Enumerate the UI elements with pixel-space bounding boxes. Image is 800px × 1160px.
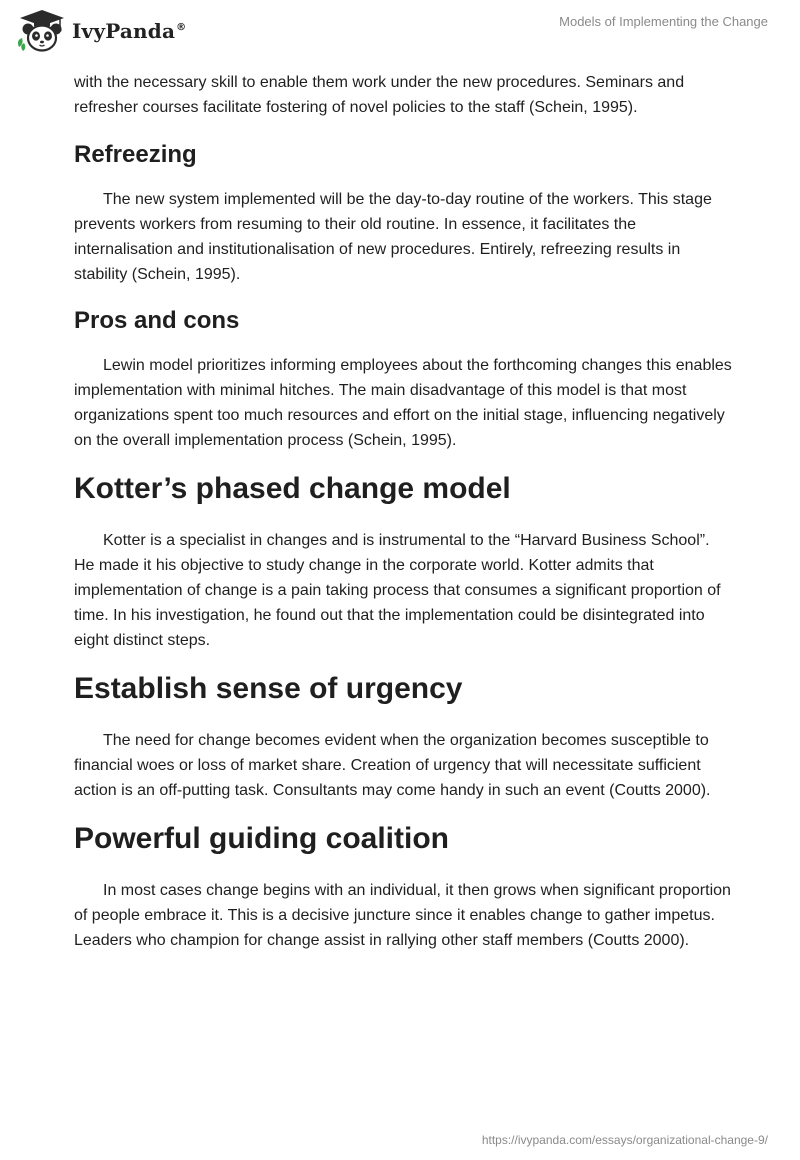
document-header-title: Models of Implementing the Change	[559, 14, 768, 29]
registered-mark: ®	[176, 22, 187, 34]
heading-pros-cons: Pros and cons	[74, 307, 240, 334]
essay-content	[74, 70, 734, 953]
paragraph-coalition: In most cases change begins with an individual, it then grows when significant proportion of people embrace it. This is a decisive juncture since it enables change to gather impetus. Leaders who champion for change assist in rallying other staff members (Coutts 2000).	[74, 882, 731, 949]
heading-refreezing: Refreezing	[74, 141, 197, 168]
paragraph-pros-cons: Lewin model prioritizes informing employees about the forthcoming changes this enables implementation with minimal hitches. The main disadvantage of this model is that most organizations spent too much resources and effort on the initial stage, influencing negatively on the overall implementation process (Schein, 1995).	[74, 357, 732, 449]
paragraph-kotter: Kotter is a specialist in changes and is instrumental to the “Harvard Business School”. He made it his objective to study change in the corporate world. Kotter admits that implementation of change is a pain taking process that consumes a significant proportion of time. In his investigation, he found out that the implementation could be disintegrated into eight distinct steps.	[74, 532, 721, 649]
paragraph-urgency: The need for change becomes evident when the organization becomes susceptible to financial woes or loss of market share. Creation of urgency that will necessitate sufficient action is an off-putting task. Consultants may come handy in such an event (Coutts 2000).	[74, 732, 711, 799]
heading-kotter: Kotter’s phased change model	[74, 472, 511, 505]
source-url: https://ivypanda.com/essays/organizational-change-9/	[481, 1133, 768, 1147]
paragraph-intro: with the necessary skill to enable them work under the new procedures. Seminars and refresher courses facilitate fostering of novel policies to the staff (Schein, 1995).	[74, 74, 685, 116]
brand-name: IvyPanda®	[72, 19, 187, 43]
panda-graduate-icon	[14, 7, 70, 55]
site-logo[interactable]	[14, 7, 214, 55]
paragraph-refreezing: The new system implemented will be the day-to-day routine of the workers. This stage prevents workers from resuming to their old routine. In essence, it facilitates the internalisation and institutionalisation of new procedures. Entirely, refreezing results in stability (Schein, 1995).	[74, 191, 712, 283]
heading-coalition: Powerful guiding coalition	[74, 822, 449, 855]
heading-urgency: Establish sense of urgency	[74, 672, 463, 705]
